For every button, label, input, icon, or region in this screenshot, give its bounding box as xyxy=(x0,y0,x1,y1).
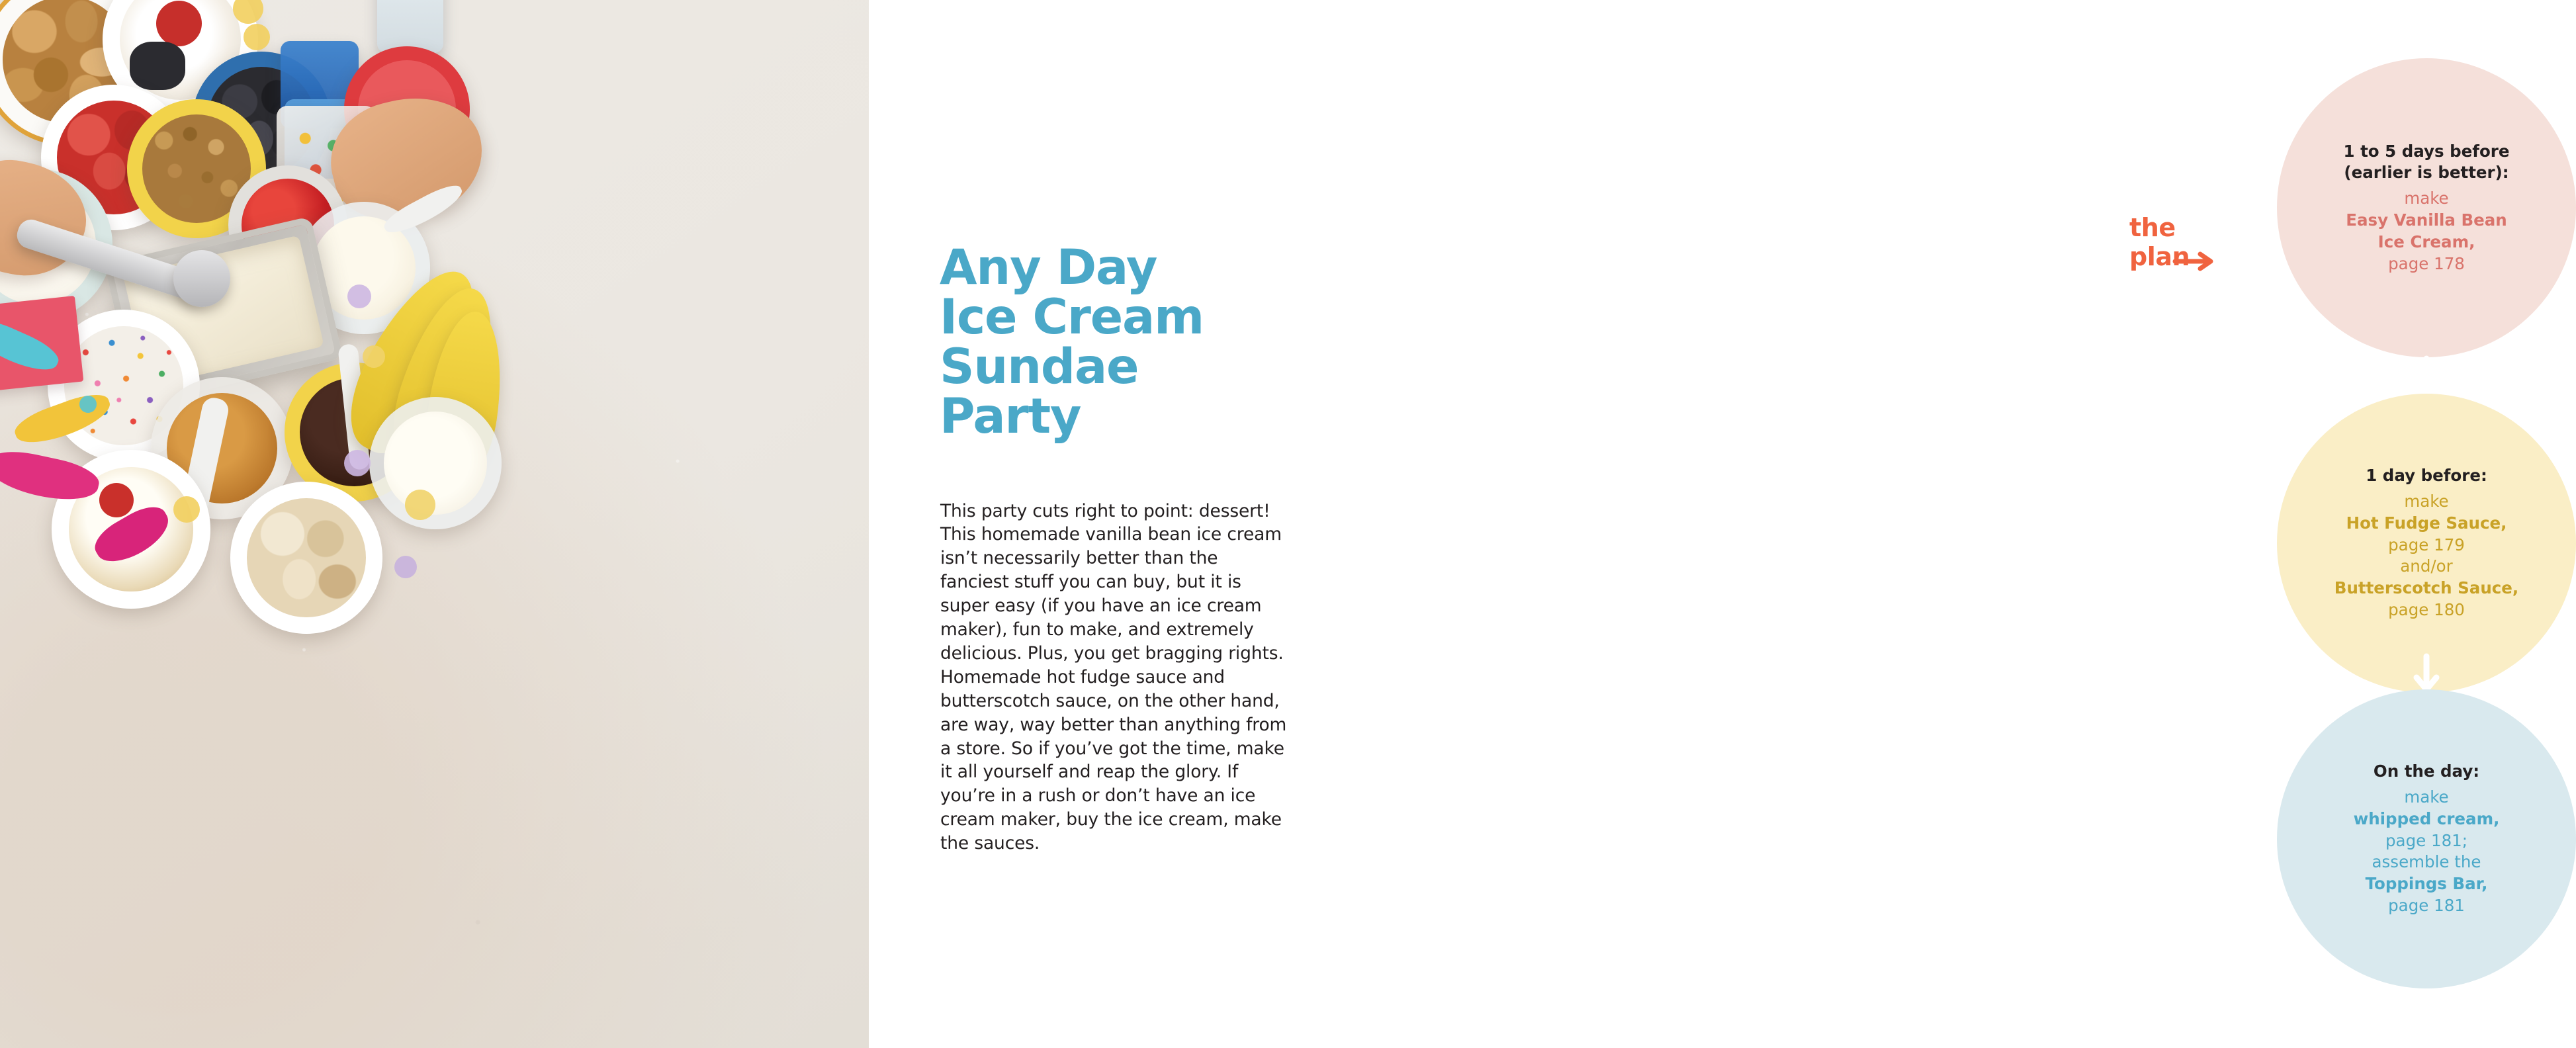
plan-step-2-item-line-1: Hot Fudge Sauce, xyxy=(2346,513,2507,533)
the-plan-label: the plan xyxy=(2129,213,2190,271)
plan-step-1-verb: make xyxy=(2404,189,2449,208)
fruit-loop-sundae-bowl xyxy=(369,397,502,529)
plan-step-3-header: On the day: xyxy=(2373,762,2480,781)
arrow-right-icon xyxy=(2174,251,2215,271)
text-page xyxy=(869,0,2519,1048)
ice-cream-party-photo xyxy=(0,0,869,1048)
page-title-line-2: Ice Cream xyxy=(940,289,1204,346)
toasted-coconut xyxy=(247,498,365,617)
plan-step-1-text xyxy=(2317,141,2536,275)
plan-step-2 xyxy=(2277,394,2576,693)
plan-step-3-text xyxy=(2317,761,2536,917)
confetti-dot xyxy=(394,556,417,578)
sundae-cherry xyxy=(99,483,134,517)
confetti-dot xyxy=(173,496,200,523)
plan-step-2-text xyxy=(2317,465,2536,621)
confetti-dot xyxy=(405,490,435,520)
confetti-dot xyxy=(347,284,371,308)
plan-step-2-page-2: page 180 xyxy=(2388,600,2465,620)
plan-step-1-item-line-2: Ice Cream, xyxy=(2377,232,2475,251)
intro-paragraph: This party cuts right to point: dessert! This homemade vanilla bean ice cream isn’t necessarily better than the fanciest stuff you can buy, but it is super easy (if you have an ice cream maker), fun to make, and extremely delicious. Plus, you get bragging rights. Homemade hot fudge sauce and butterscotch sauce, on the other hand, are way, way better than anything from a store. So if you’ve got the time, make it all yourself and reap the glory. If you’re in a rush or don’t have an ice cream maker, buy the ice cream, make the sauces. xyxy=(940,500,1287,854)
page-title-line-3: Sundae xyxy=(940,339,1139,396)
confetti-dot xyxy=(344,450,371,476)
plan-step-1-header-line-1: 1 to 5 days before xyxy=(2343,141,2510,161)
confetti-dot xyxy=(244,24,270,50)
plan-step-3 xyxy=(2277,689,2576,988)
plan-step-1-header-line-2: (earlier is better): xyxy=(2344,163,2509,183)
plan-step-3-page-1: page 181; xyxy=(2385,830,2467,850)
plan-step-3-verb: make xyxy=(2404,787,2449,807)
plan-step-1-header xyxy=(2317,141,2536,185)
plan-step-1-page: page 178 xyxy=(2388,253,2465,273)
plan-step-3-page-2: page 181 xyxy=(2388,896,2465,916)
scoop-bowl-head xyxy=(173,250,230,307)
plan-step-3-item-line-2: Toppings Bar, xyxy=(2365,874,2488,894)
clear-bottle xyxy=(377,0,443,53)
plan-step-1 xyxy=(2277,58,2576,357)
plan-step-2-header: 1 day before: xyxy=(2366,466,2487,486)
toasted-coconut-bowl xyxy=(230,482,382,634)
plan-step-3-connector: assemble the xyxy=(2372,852,2481,872)
plan-step-1-item-line-1: Easy Vanilla Bean xyxy=(2346,210,2507,230)
confetti-dot xyxy=(363,345,385,368)
plan-step-3-item-line-1: whipped cream, xyxy=(2353,808,2500,828)
confetti-dot xyxy=(79,396,97,413)
plan-step-2-item-line-2: Butterscotch Sauce, xyxy=(2334,578,2519,598)
plan-step-2-page-1: page 179 xyxy=(2388,535,2465,554)
page-title-line-4: Party xyxy=(940,388,1081,445)
page-title xyxy=(940,239,1284,445)
arrow-down-icon-2 xyxy=(2411,655,2442,695)
arrow-down-icon-1 xyxy=(2411,357,2442,397)
plan-step-2-verb: make xyxy=(2404,491,2449,511)
plan-step-2-connector: and/or xyxy=(2400,556,2453,576)
fruit-loop-sundae xyxy=(384,412,487,515)
page-title-line-1: Any Day xyxy=(940,239,1157,296)
